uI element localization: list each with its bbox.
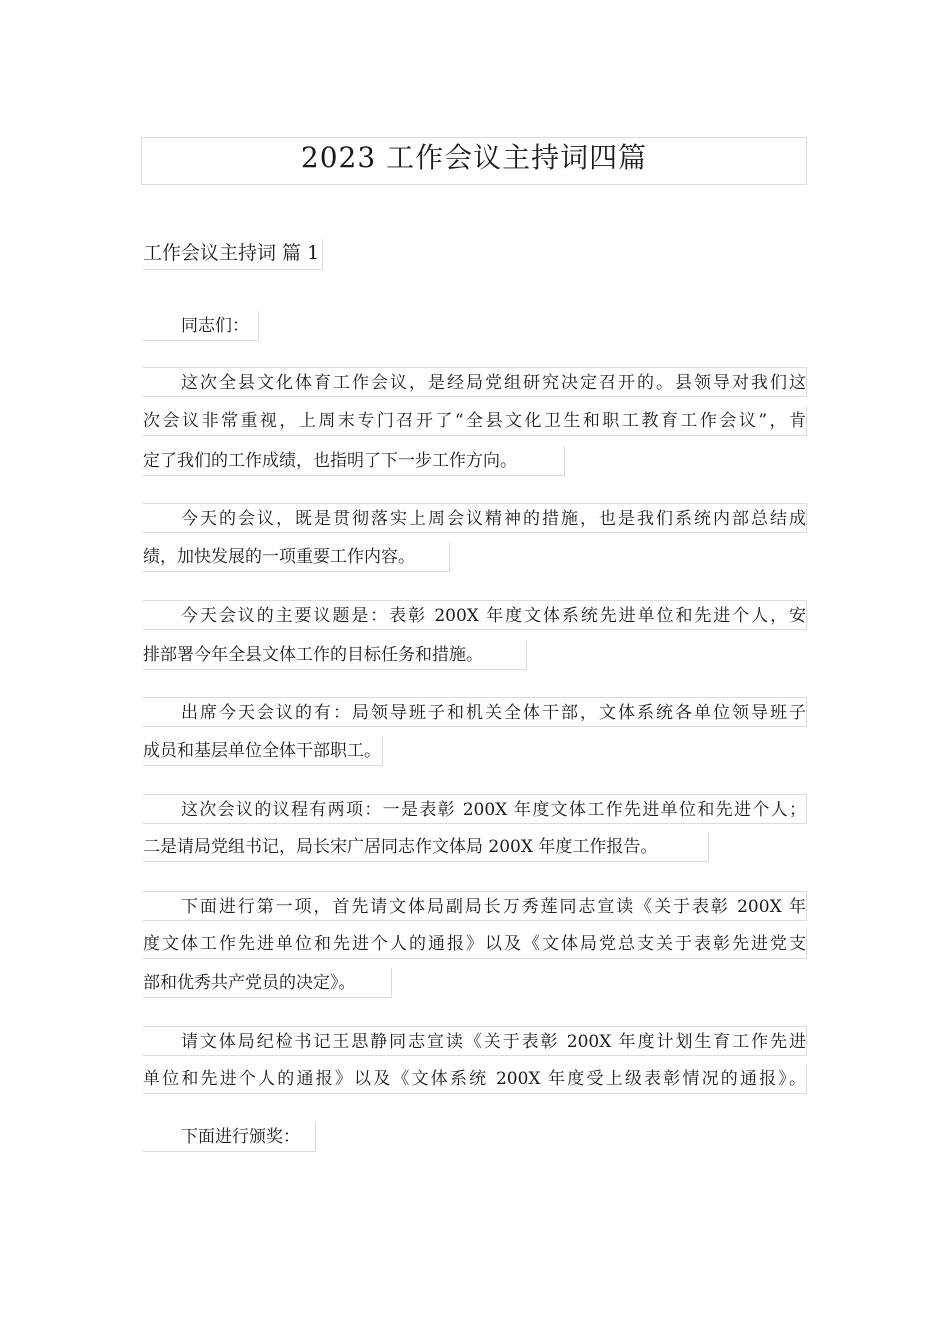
paragraph-6-line-1: 下面进行第一项，首先请文体局副局长万秀莲同志宣读《关于表彰 200X 年 xyxy=(143,891,807,921)
paragraph-7-line-2: 单位和先进个人的通报》以及《文体系统 200X 年度受上级表彰情况的通报》。 xyxy=(143,1064,807,1094)
paragraph-5-line-2: 二是请局党组书记，局长宋广居同志作文体局 200X 年度工作报告。 xyxy=(143,832,709,862)
section-heading: 工作会议主持词 篇 1 xyxy=(143,239,323,270)
paragraph-2-line-2: 绩，加快发展的一项重要工作内容。 xyxy=(143,542,450,572)
paragraph-4-line-1: 出席今天会议的有：局领导班子和机关全体干部，文体系统各单位领导班子 xyxy=(143,697,807,727)
paragraph-1-line-2: 次会议非常重视，上周末专门召开了“全县文化卫生和职工教育工作会议”，肯 xyxy=(143,406,807,436)
paragraph-6-line-3: 部和优秀共产党员的决定》。 xyxy=(143,968,392,998)
paragraph-6-line-2: 度文体工作先进单位和先进个人的通报》以及《文体局党总支关于表彰先进党支 xyxy=(143,929,807,959)
paragraph-5-line-1: 这次会议的议程有两项：一是表彰 200X 年度文体工作先进单位和先进个人； xyxy=(143,794,807,824)
document-title: 2023 工作会议主持词四篇 xyxy=(141,137,807,185)
paragraph-greeting-line-1: 同志们： xyxy=(143,311,259,341)
paragraph-3-line-2: 排部署今年全县文体工作的目标任务和措施。 xyxy=(143,640,527,670)
paragraph-8-line-1: 下面进行颁奖： xyxy=(143,1122,316,1152)
paragraph-4-line-2: 成员和基层单位全体干部职工。 xyxy=(143,736,383,766)
paragraph-1-line-3: 定了我们的工作成绩，也指明了下一步工作方向。 xyxy=(143,446,565,476)
paragraph-3-line-1: 今天会议的主要议题是：表彰 200X 年度文体系统先进单位和先进个人，安 xyxy=(143,600,807,630)
paragraph-7-line-1: 请文体局纪检书记王思静同志宣读《关于表彰 200X 年度计划生育工作先进 xyxy=(143,1026,807,1056)
paragraph-1-line-1: 这次全县文化体育工作会议，是经局党组研究决定召开的。县领导对我们这 xyxy=(143,367,807,397)
paragraph-2-line-1: 今天的会议，既是贯彻落实上周会议精神的措施，也是我们系统内部总结成 xyxy=(143,503,807,533)
